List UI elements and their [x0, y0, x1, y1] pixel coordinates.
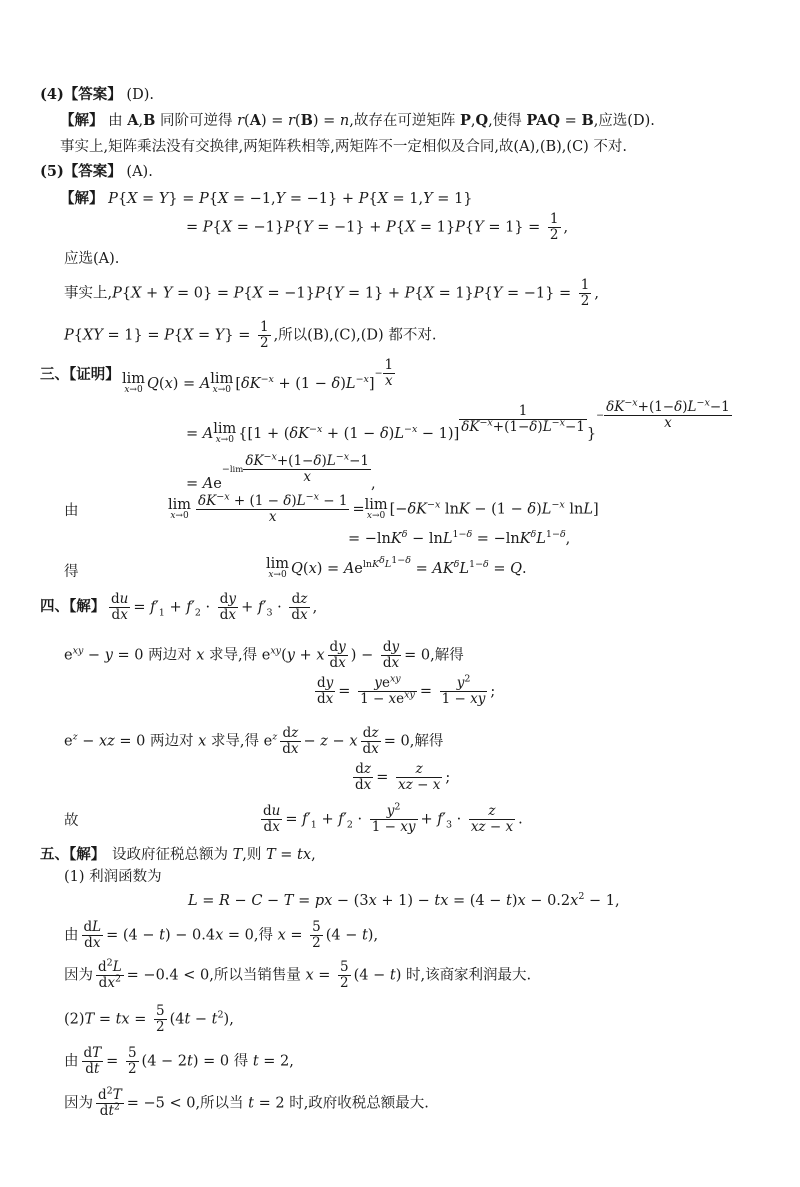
proof-3-you: 由 — [64, 503, 79, 519]
solution-5b-line4: 由 $\frac{dL}{dx}$ = (4 − t) − 0.4x = 0,得 x = $\frac{5}{2}$ (4 − t), — [64, 919, 379, 951]
answer-5: (5)【答案】 (A). — [40, 163, 153, 180]
section-3-label: 三、【证明】 — [40, 366, 120, 383]
proof-3-line5: = $-\ln K^\delta - \ln L^{1-\delta} = -\ln K^\delta L^{1-\delta}$, — [348, 529, 571, 547]
fact-5-line1: 事实上,P{X + Y = 0} = P{X = −1}P{Y = 1} + P{X = 1}P{Y = −1} = $\frac{1}{2}$ , — [64, 277, 599, 309]
solution-5-line2: = P{X = −1}P{Y = −1} + P{X = 1}P{Y = 1} = $\frac{1}{2}$ , — [186, 211, 569, 243]
proof-3-line4: lim x→0 $\frac{\delta K^{-x} + (1 - \delta)L^{-x} - 1}{x}$ = lim x→0 [$-\delta K^{-x}$ $\ln K - (1 - \delta)L^{-x}$ lnL] — [168, 491, 599, 525]
solution-4: 【解】 由 A,B 同阶可逆得 r(A) = r(B) = n,故存在可逆矩阵 P,Q,使得 PAQ = B,应选(D). — [60, 112, 655, 129]
solution-5b-line6: (2)T = tx = $\frac{5}{2}$ $(4t - t^2)$, — [64, 1003, 234, 1035]
solution-5b-line8: 因为 $\frac{d^2T}{dt^2}$ = −5 < 0,所以当 t = 2 时,政府收税总额最大. — [64, 1085, 429, 1119]
note-4: 事实上,矩阵乘法没有交换律,两矩阵秩相等,两矩阵不一定相似及合同,故(A),(B),(C) 不对. — [60, 139, 628, 155]
solution-5-line1: 【解】 P{X = Y} = P{X = −1,Y = −1} + P{X = 1,Y = 1} — [60, 190, 473, 207]
solution-4-line1: $\frac{du}{dx}$ = $f'_1 + f'_2$ · $\frac{dy}{dx}$ + $f'_3$ · $\frac{dz}{dx}$ , — [111, 591, 318, 623]
section-4-label: 四、【解】 — [40, 598, 106, 615]
solution-4-line3: $\frac{dy}{dx}$ = $\frac{ye^{xy}}{1 - xe^{xy}}$ = $\frac{y^2}{1 - xy}$ ; — [317, 673, 496, 707]
solution-4-gu: 故 — [64, 813, 79, 829]
solution-4-line5: $\frac{dz}{dx}$ = $\frac{z}{xz - x}$ ; — [355, 761, 451, 793]
solution-5b-line2: (1) 利润函数为 — [64, 869, 162, 885]
answer-4: (4)【答案】 (D). — [40, 86, 154, 103]
solution-5b-line7: 由 $\frac{dT}{dt}$ = $\frac{5}{2}$ (4 − 2t) = 0 得 t = 2, — [64, 1045, 294, 1077]
proof-3-line3: = $Ae^{-lim \frac{\delta K^{-x}+(1-\delta)L^{-x}-1}{x}}$ , — [186, 451, 376, 492]
proof-3-line1: lim x→0 Q(x) = A lim x→0 $[\delta K^{-x} + (1 - \delta)L^{-x}]^{- \frac{1}{x}}$ — [122, 357, 394, 395]
solution-4-line6: $\frac{du}{dx}$ = $f'_1 + f'_2$ · $\frac{y^2}{1 - xy}$ + $f'_3$ · $\frac{z}{xz - x}$ . — [263, 801, 523, 835]
proof-3-line6: lim x→0 $Q(x) = Ae^{lnK^\delta L^{1-\delta}} = AK^\delta L^{1-\delta} = Q$. — [266, 555, 527, 580]
section-5-label: 五、【解】 — [40, 846, 106, 863]
fact-5-line2: P{XY = 1} = P{X = Y} = $\frac{1}{2}$ ,所以(B),(C),(D) 都不对. — [64, 319, 437, 351]
solution-4-line4: $e^z$ − xz = 0 两边对 x 求导,得 $e^z$ $\frac{dz}{dx}$ − z − x $\frac{dz}{dx}$ = 0,解得 — [64, 725, 444, 757]
proof-3-de: 得 — [64, 564, 79, 580]
proof-3-line2: = A lim x→0 {$[1 + (\delta K^{-x} + (1 - \delta)L^{-x} - 1)]$ $^{\frac{1}{\delta K^{-x}+(1-\delta)L^{-x}-1}}$ }$^{- \frac{\delta K^{-x}+(1-\delta)L^{-x}-1}{x}}$ — [186, 397, 730, 445]
solution-5b-line1: 设政府征税总额为 T,则 T = tx, — [112, 847, 316, 863]
solution-5b-line3: L = R − C − T = px − (3x + 1) − tx = $(4 - t)x - 0.2x^2 - 1$, — [188, 891, 620, 909]
solution-4-line2: $e^{xy} - y = 0$ 两边对 x 求导,得 $e^{xy}(y + x$ $\frac{dy}{dx}$ ) − $\frac{dy}{dx}$ = 0,解得 — [64, 639, 464, 671]
solution-5b-line5: 因为 $\frac{d^2L}{dx^2}$ = −0.4 < 0,所以当销售量 x = $\frac{5}{2}$ (4 − t) 时,该商家利润最大. — [64, 957, 532, 991]
choose-5: 应选(A). — [64, 251, 120, 267]
